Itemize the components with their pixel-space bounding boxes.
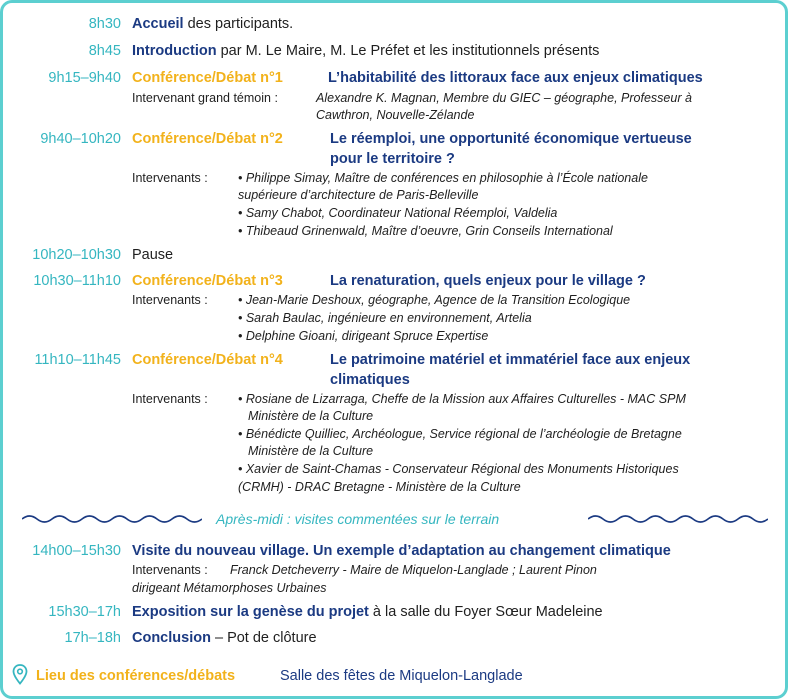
speakers-label: Intervenants : (132, 392, 208, 406)
time-label: 10h20–10h30 (32, 247, 121, 263)
item-text: – Pot de clôture (210, 630, 317, 646)
item-text: par M. Le Maire, M. Le Préfet et les institutionnels présents (216, 43, 600, 59)
conference-title: pour le territoire ? (330, 151, 455, 167)
speaker-text: dirigeant Métamorphoses Urbaines (132, 581, 327, 595)
venue-label: Lieu des conférences/débats (36, 668, 236, 684)
time-label: 8h45 (88, 43, 121, 59)
conference-label: Conférence/Débat n°1 (132, 70, 283, 86)
item-title: Exposition sur la genèse du projet (132, 604, 369, 620)
speaker-label: Intervenant grand témoin : (132, 91, 278, 105)
location-pin-icon (12, 664, 28, 685)
speaker-text: • Samy Chabot, Coordinateur National Réemploi, Valdelia (238, 206, 558, 220)
speaker-text: • Jean-Marie Deshoux, géographe, Agence de la Transition Ecologique (238, 293, 631, 307)
time-label: 11h10–11h45 (34, 352, 121, 368)
speaker-text: Ministère de la Culture (248, 444, 374, 458)
speaker-text: (CRMH) - DRAC Bretagne - Ministère de la Culture (238, 480, 521, 494)
wave-divider-right (588, 512, 768, 526)
conference-title: Le patrimoine matériel et immatériel face aux enjeux (330, 352, 691, 368)
conference-label: Conférence/Débat n°4 (132, 352, 283, 368)
visit-title: Visite du nouveau village. Un exemple d’adaptation au changement climatique (132, 543, 671, 559)
pause-label: Pause (132, 247, 174, 263)
speaker-text: • Philippe Simay, Maître de conférences en philosophie à l’École nationale (238, 171, 648, 185)
wave-divider-left (22, 512, 202, 526)
speaker-text: • Delphine Gioani, dirigeant Spruce Expertise (238, 329, 489, 343)
speaker-text: • Thibeaud Grinenwald, Maître d’oeuvre, Grin Conseils International (238, 224, 613, 238)
speaker-text: • Bénédicte Quilliec, Archéologue, Service régional de l’archéologie de Bretagne (238, 427, 682, 441)
item-title: Introduction (132, 43, 217, 59)
venue-value: Salle des fêtes de Miquelon-Langlade (280, 668, 523, 684)
conference-title: climatiques (330, 372, 410, 388)
conference-title: Le réemploi, une opportunité économique vertueuse (330, 131, 692, 147)
conference-title: L’habitabilité des littoraux face aux enjeux climatiques (328, 70, 703, 86)
time-label: 8h30 (88, 16, 121, 32)
time-label: 15h30–17h (48, 604, 121, 620)
speaker-text: Franck Detcheverry - Maire de Miquelon-Langlade ; Laurent Pinon (230, 563, 597, 577)
item-title: Accueil (132, 16, 184, 32)
speaker-text: Alexandre K. Magnan, Membre du GIEC – géographe, Professeur à (316, 91, 692, 105)
conference-title: La renaturation, quels enjeux pour le village ? (330, 273, 646, 289)
speakers-label: Intervenants : (132, 293, 208, 307)
afternoon-separator: Après-midi : visites commentées sur le terrain (216, 511, 500, 527)
speaker-text: • Sarah Baulac, ingénieure en environnement, Artelia (238, 311, 532, 325)
conference-label: Conférence/Débat n°3 (132, 273, 283, 289)
conference-label: Conférence/Débat n°2 (132, 131, 283, 147)
speakers-label: Intervenants : (132, 171, 208, 185)
time-label: 14h00–15h30 (32, 543, 121, 559)
time-label: 17h–18h (64, 630, 121, 646)
item-title: Conclusion (132, 630, 211, 646)
speakers-label: Intervenants : (132, 563, 208, 577)
speaker-text: Ministère de la Culture (248, 409, 374, 423)
speaker-text: • Rosiane de Lizarraga, Cheffe de la Mission aux Affaires Culturelles - MAC SPM (238, 392, 686, 406)
speaker-text: supérieure d’architecture de Paris-Belleville (238, 188, 479, 202)
item-text: des participants. (183, 16, 294, 32)
time-label: 10h30–11h10 (33, 273, 121, 289)
item-text: à la salle du Foyer Sœur Madeleine (368, 604, 603, 620)
time-label: 9h40–10h20 (40, 131, 121, 147)
speaker-text: • Xavier de Saint-Chamas - Conservateur Régional des Monuments Historiques (238, 462, 679, 476)
time-label: 9h15–9h40 (48, 70, 121, 86)
speaker-text: Cawthron, Nouvelle-Zélande (316, 108, 475, 122)
